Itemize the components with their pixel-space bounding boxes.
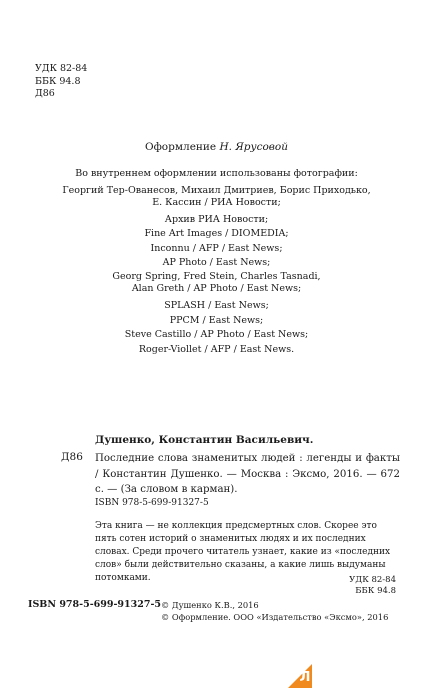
photo-credit-line: Steve Castillo / AP Photo / East News; — [124, 329, 309, 341]
copyright-block — [161, 599, 388, 623]
udk-block-top — [35, 63, 87, 101]
udk-block-bottom — [346, 575, 396, 597]
udk-code: УДК 82-84 — [35, 63, 88, 74]
design-credit — [0, 141, 433, 153]
design-credit-name: Н. Ярусовой — [219, 141, 288, 153]
photo-credit-line: Георгий Тер-Ованесов, Михаил Дмитриев, Борис Приходько, — [62, 184, 371, 196]
udk-code-bottom: УДК 82-84 — [349, 575, 396, 585]
catalog-call-number: Д86 — [61, 451, 83, 463]
catalog-description: Последние слова знаменитых людей : легенды и факты / Константин Душенко. — Москва : Эксмо, 2016. — 672 с. — (За словом в карман). — [95, 453, 400, 495]
catalog-isbn: ISBN 978-5-699-91327-5 — [95, 498, 209, 508]
footer-isbn: ISBN 978-5-699-91327-5 — [28, 599, 162, 610]
photo-credit-line: Georg Spring, Fred Stein, Charles Tasnadi, — [112, 270, 321, 282]
photo-credits — [0, 167, 433, 357]
watermark-letter: Л — [299, 670, 311, 685]
design-credit-prefix: Оформление — [144, 141, 217, 153]
photo-credits-intro: Во внутреннем оформлении использованы фотографии: — [75, 168, 358, 179]
catalog-author: Душенко, Константин Васильевич. — [95, 434, 314, 446]
photo-credit-line: Roger-Viollet / AFP / East News. — [138, 343, 295, 355]
photo-credit-line: Alan Greth / AP Photo / East News; — [131, 283, 302, 295]
photo-credit-line: AP Photo / East News; — [162, 257, 271, 269]
photo-credit-line: Архив РИА Новости; — [164, 213, 269, 225]
copyright-author: © Душенко К.В., 2016 — [161, 600, 259, 610]
photo-credit-line: Fine Art Images / DIOMEDIA; — [144, 228, 289, 240]
photo-credit-line: SPLASH / East News; — [164, 299, 269, 311]
copyright-design: © Оформление. ООО «Издательство «Эксмо», 2016 — [161, 612, 389, 622]
photo-credit-line: Inconnu / AFP / East News; — [150, 242, 283, 254]
book-annotation: Эта книга — не коллекция предсмертных слов. Скорее это пять сотен историй о знаменитых людях и их последних словах. Среди прочего читатель узнает, какие из «последних слов» были действительно сказаны, а какие лишь выдуманы потомками. — [95, 521, 391, 583]
photo-credit-line: Е. Кассин / РИА Новости; — [152, 197, 281, 209]
photo-credit-line: PPCM / East News; — [169, 314, 264, 326]
author-mark: Д86 — [35, 88, 55, 99]
bbk-code-bottom: ББК 94.8 — [355, 586, 396, 596]
bbk-code: ББК 94.8 — [35, 75, 81, 87]
